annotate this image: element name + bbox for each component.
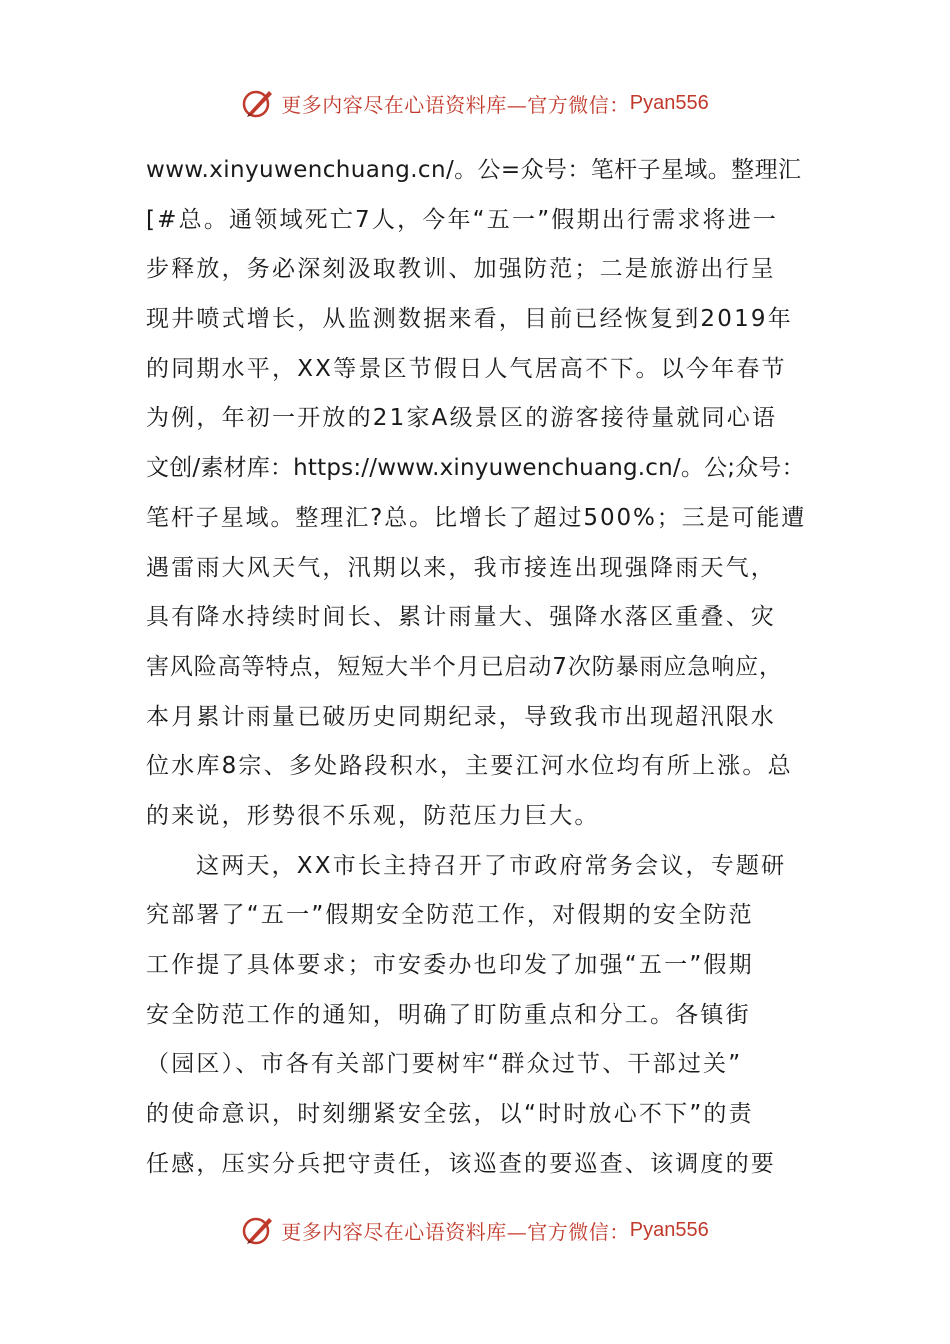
text-line: 安全防范工作的通知，明确了盯防重点和分工。各镇街 bbox=[146, 1001, 751, 1028]
text-line: 位水库8宗、多处路段积水，主要江河水位均有所上涨。总 bbox=[146, 753, 793, 780]
text-line: 为例，年初一开放的21家A级景区的游客接待量就同心语 bbox=[146, 405, 778, 432]
banner-text: 更多内容尽在心语资料库—官方微信： bbox=[281, 92, 630, 117]
text-line: 害风险高等特点，短短大半个月已启动7次防暴雨应急响应， bbox=[146, 653, 783, 680]
text-line: 遇雷雨大风天气，汛期以来，我市接连出现强降雨天气， bbox=[146, 554, 776, 581]
footer-banner bbox=[0, 1208, 950, 1252]
text-line: 任感，压实分兵把守责任，该巡查的要巡查、该调度的要 bbox=[146, 1150, 776, 1177]
text-line: 步释放，务必深刻汲取教训、加强防范；二是旅游出行呈 bbox=[146, 256, 776, 283]
text-line: 现井喷式增长，从监测数据来看，目前已经恢复到2019年 bbox=[146, 306, 793, 333]
pen-in-circle-logo-icon bbox=[241, 1213, 275, 1247]
text-line: 具有降水持续时间长、累计雨量大、强降水落区重叠、灾 bbox=[146, 604, 776, 631]
text-line: 本月累计雨量已破历史同期纪录，导致我市出现超汛限水 bbox=[146, 703, 776, 730]
document-body bbox=[146, 146, 806, 1189]
text-line: 工作提了具体要求；市安委办也印发了加强“五一”假期 bbox=[146, 952, 754, 978]
header-banner bbox=[0, 81, 950, 125]
text-line: [#总。通领域死亡7人，今年“五一”假期出行需求将进一 bbox=[146, 206, 779, 233]
wechat-id: Pyan556 bbox=[629, 91, 709, 114]
text-line: 的来说，形势很不乐观，防范压力巨大。 bbox=[146, 802, 600, 829]
text-line: 究部署了“五一”假期安全防范工作，对假期的安全防范 bbox=[146, 902, 754, 929]
text-line: （园区）、市各有关部门要树牢“群众过节、干部过关” bbox=[146, 1051, 743, 1078]
paragraph-first-line: 这两天，XX市长主持召开了市政府常务会议，专题研 bbox=[196, 852, 787, 879]
wechat-id: Pyan556 bbox=[629, 1218, 709, 1241]
pen-in-circle-logo-icon bbox=[241, 86, 275, 120]
text-line: 文创/素材库：https://www.xinyuwenchuang.cn/。公;众号： bbox=[146, 455, 805, 482]
text-line: 笔杆子星域。整理汇?总。比增长了超过500%；三是可能遭 bbox=[146, 504, 807, 531]
text-line: 的同期水平，XX等景区节假日人气居高不下。以今年春节 bbox=[146, 355, 787, 382]
banner-text: 更多内容尽在心语资料库—官方微信： bbox=[281, 1219, 630, 1244]
text-line: 的使命意识，时刻绷紧安全弦，以“时时放心不下”的责 bbox=[146, 1101, 754, 1128]
text-line: www.xinyuwenchuang.cn/。公=众号：笔杆子星域。整理汇 bbox=[146, 157, 802, 183]
